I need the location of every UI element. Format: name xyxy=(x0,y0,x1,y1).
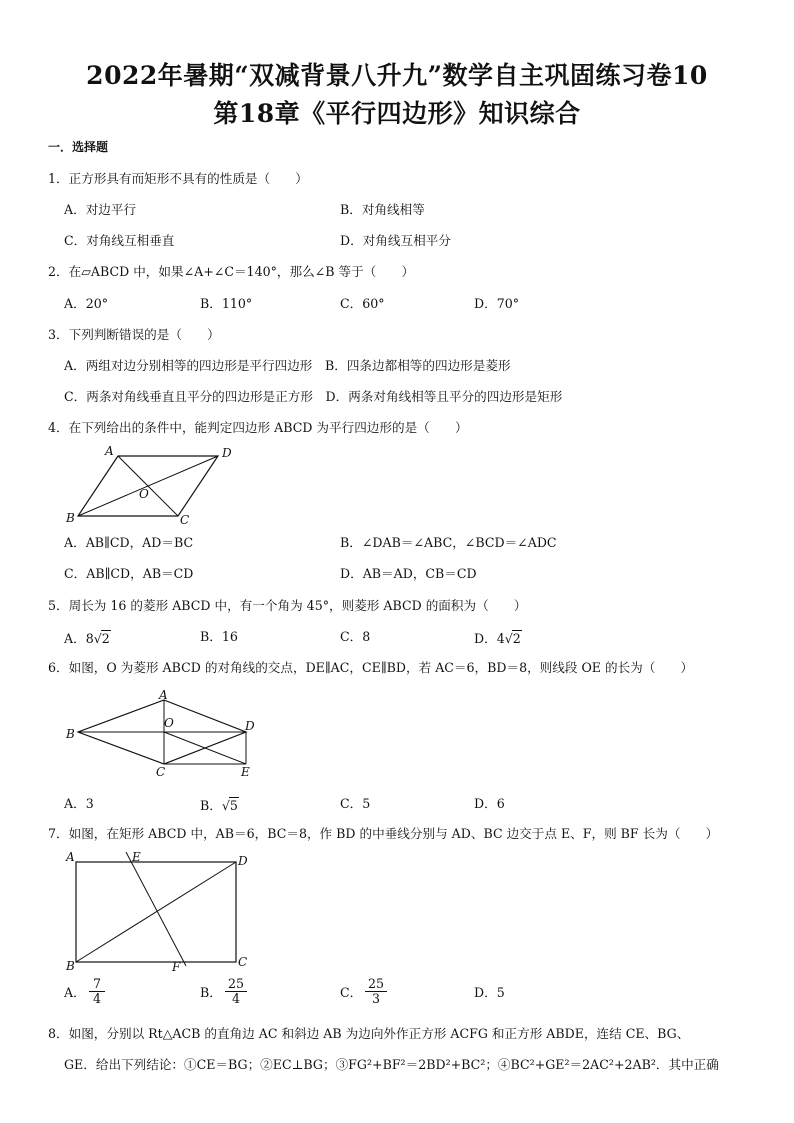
q2-option-b: B．110° xyxy=(200,296,253,311)
q6-option-b: B．√5 xyxy=(200,798,238,813)
q2-option-d: D．70° xyxy=(474,296,520,311)
q1-option-d: D．对角线互相平分 xyxy=(340,233,451,248)
q4-option-b: B．∠DAB＝∠ABC，∠BCD＝∠ADC xyxy=(340,535,557,550)
q4-stem: 4．在下列给出的条件中，能判定四边形 ABCD 为平行四边形的是（ ） xyxy=(48,420,468,435)
q4-label-c: C xyxy=(180,513,190,527)
q7-option-c-fraction: $\frac{25}{3}$ xyxy=(365,977,387,1006)
q7-label-f: F xyxy=(172,960,181,974)
q8-stem-line1: 8．如图，分别以 Rt△ACB 的直角边 AC 和斜边 AB 为边向外作正方形 ACFG 和正方形 ABDE，连结 CE、BG、 xyxy=(48,1026,690,1041)
q1-option-a: A．对边平行 xyxy=(64,202,137,217)
q5-option-c: C．8 xyxy=(340,629,371,644)
q6-option-a: A．3 xyxy=(64,796,94,811)
q7-rectangle-figure xyxy=(60,848,260,976)
q7-option-a-fraction: $\frac{7}{4}$ xyxy=(89,977,105,1006)
q7-label-c: C xyxy=(238,955,248,969)
q4-label-o: O xyxy=(139,487,149,501)
q5-option-a: A．8√2 xyxy=(64,631,110,646)
page-subtitle: 第18章《平行四边形》知识综合 xyxy=(213,99,581,128)
q1-option-b: B．对角线相等 xyxy=(340,202,425,217)
q3-options-cd: C．两条对角线垂直且平分的四边形是正方形 D．两条对角线相等且平分的四边形是矩形 xyxy=(64,389,563,404)
q4-label-b: B xyxy=(66,511,75,525)
q5-option-b: B．16 xyxy=(200,629,238,644)
q6-rhombus-figure xyxy=(60,690,260,782)
q3-options-ab: A．两组对边分别相等的四边形是平行四边形 B．四条边都相等的四边形是菱形 xyxy=(64,358,511,373)
q6-option-d: D．6 xyxy=(474,796,505,811)
q7-label-a: A xyxy=(66,850,75,864)
q7-label-e: E xyxy=(132,850,141,864)
q5-option-d: D．4√2 xyxy=(474,631,521,646)
q2-option-a: A．20° xyxy=(64,296,109,311)
q4-option-a: A．AB∥CD，AD＝BC xyxy=(64,535,194,550)
q6-label-a: A xyxy=(159,688,168,702)
q5-stem: 5．周长为 16 的菱形 ABCD 中，有一个角为 45°，则菱形 ABCD 的面积为（ ） xyxy=(48,598,527,613)
q4-label-a: A xyxy=(105,444,114,458)
q4-option-d: D．AB＝AD，CB＝CD xyxy=(340,566,477,581)
q6-label-d: D xyxy=(245,719,255,733)
q8-stem-line2: GE．给出下列结论：①CE＝BG；②EC⊥BG；③FG²+BF²＝2BD²+BC²；④BC²+GE²＝2AC²+2AB²．其中正确 xyxy=(64,1057,719,1072)
q4-option-c: C．AB∥CD，AB＝CD xyxy=(64,566,194,581)
q6-stem: 6．如图，O 为菱形 ABCD 的对角线的交点，DE∥AC，CE∥BD，若 AC＝6，BD＝8，则线段 OE 的长为（ ） xyxy=(48,660,694,675)
q7-option-b-label: B． xyxy=(200,985,222,1000)
q4-parallelogram-figure xyxy=(60,444,240,528)
q6-option-c: C．5 xyxy=(340,796,371,811)
q4-label-d: D xyxy=(222,446,232,460)
q7-label-b: B xyxy=(66,959,75,973)
section-heading: 一．选择题 xyxy=(48,140,109,154)
q2-option-c: C．60° xyxy=(340,296,385,311)
q7-option-a-label: A． xyxy=(64,985,86,1000)
q7-option-c-label: C． xyxy=(340,985,363,1000)
page-title: 2022年暑期“双减背景八升九”数学自主巩固练习卷10 xyxy=(86,61,708,90)
q6-label-e: E xyxy=(241,765,250,779)
q7-stem: 7．如图，在矩形 ABCD 中，AB＝6，BC＝8，作 BD 的中垂线分别与 AD、BC 边交于点 E、F，则 BF 长为（ ） xyxy=(48,826,719,841)
q7-option-d: D．5 xyxy=(474,985,505,1000)
q3-stem: 3．下列判断错误的是（ ） xyxy=(48,327,220,342)
q6-label-c: C xyxy=(156,765,166,779)
q6-label-o: O xyxy=(164,716,174,730)
q7-option-b-fraction: $\frac{25}{4}$ xyxy=(225,977,247,1006)
q7-label-d: D xyxy=(238,854,248,868)
q6-label-b: B xyxy=(66,727,75,741)
q1-stem: 1．正方形具有而矩形不具有的性质是（ ） xyxy=(48,171,308,186)
q2-stem: 2．在▱ABCD 中，如果∠A+∠C＝140°，那么∠B 等于（ ） xyxy=(48,264,415,279)
q1-option-c: C．对角线互相垂直 xyxy=(64,233,175,248)
